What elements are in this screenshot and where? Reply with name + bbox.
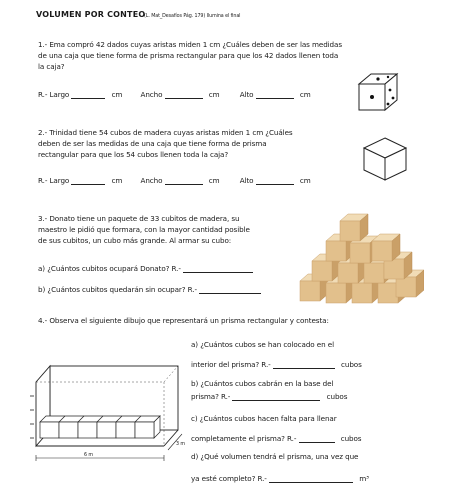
q1-ancho-label: Ancho [140,90,163,99]
q3-part-b-text: b) ¿Cuántos cubitos quedarán sin ocupar? R.- [38,285,197,294]
q1-text-line2: de una caja que tiene forma de prisma rectangular para que los 42 dados llenen toda [38,51,339,60]
die-icon [357,72,399,112]
q4-part-b-blank[interactable] [232,393,320,401]
q4-part-c-unit: cubos [340,434,362,443]
q3-text-line3: de sus cubitos, un cubo más grande. Al armar su cubo: [38,236,232,245]
q2-alto-unit: cm [299,176,311,185]
q4-part-c-line2 [191,434,361,443]
q2-answer-row [38,176,311,185]
q2-largo-blank[interactable] [71,177,105,185]
q4-part-c-line1: c) ¿Cuántos cubos hacen falta para llenar [191,414,337,423]
q1-ancho-blank[interactable] [165,91,203,99]
q4-part-c-question: completamente el prisma? R.- [191,434,297,443]
q3-part-a-blank[interactable] [183,265,253,273]
q2-alto-label: Alto [239,176,254,185]
q1-largo-label: R.- Largo [38,90,70,99]
q3-part-b-blank[interactable] [199,286,261,294]
q2-alto-blank[interactable] [256,177,294,185]
q4-part-a-line2 [191,360,362,369]
q3-part-a-text: a) ¿Cuántos cubitos ocupará Donato? R.- [38,264,181,273]
prism-depth-label: 3 m [176,442,185,447]
q4-part-c-blank[interactable] [299,435,335,443]
q1-answer-row [38,90,311,99]
q2-ancho-blank[interactable] [165,177,203,185]
q4-part-d-unit: m³ [359,474,369,483]
q4-part-b-line1: b) ¿Cuántos cubos cabrán en la base del [191,379,334,388]
q1-largo-unit: cm [111,90,123,99]
q1-text-line1: 1.- Ema compró 42 dados cuyas aristas miden 1 cm ¿Cuáles deben de ser las medidas [38,40,342,49]
q4-part-a-line1: a) ¿Cuántos cubos se han colocado en el [191,340,334,349]
q4-part-a-question: interior del prisma? R.- [191,360,271,369]
q1-alto-label: Alto [239,90,254,99]
q3-part-a [38,264,253,273]
q1-largo-blank[interactable] [71,91,105,99]
q2-largo-label: R.- Largo [38,176,70,185]
q4-part-d-line2 [191,474,369,483]
worksheet-title: VOLUMEN POR CONTEO [36,10,146,19]
q4-part-d-line1: d) ¿Qué volumen tendrá el prisma, una vez que [191,452,359,461]
q1-alto-blank[interactable] [256,91,294,99]
q4-part-b-question: prisma? R.- [191,392,231,401]
q3-text-line1: 3.- Donato tiene un paquete de 33 cubitos de madera, su [38,214,240,223]
q1-text-line3: la caja? [38,62,65,71]
q2-ancho-unit: cm [208,176,220,185]
q1-ancho-unit: cm [208,90,220,99]
q2-text-line2: deben de ser las medidas de una caja que tiene forma de prisma [38,139,267,148]
wooden-cubes-image [298,212,424,306]
q4-part-d-blank[interactable] [269,475,353,483]
q4-part-a-blank[interactable] [273,361,335,369]
q4-part-b-line2 [191,392,347,401]
prism-length-label: 6 m [84,453,93,458]
q2-text-line3: rectangular para que los 54 cubos llenen toda la caja? [38,150,229,159]
cube-outline-icon [362,136,408,182]
q2-text-line1: 2.- Trinidad tiene 54 cubos de madera cuyas aristas miden 1 cm ¿Cuáles [38,128,293,137]
q3-part-b [38,285,261,294]
q4-part-d-question: ya esté completo? R.- [191,474,267,483]
q2-ancho-label: Ancho [140,176,163,185]
q1-alto-unit: cm [299,90,311,99]
q4-text: 4.- Observa el siguiente dibujo que representará un prisma rectangular y contesta: [38,316,329,325]
worksheet-subtitle: (L. Mat_Desafíos Pág. 179) Ilumina el final [144,14,241,19]
q3-text-line2: maestro le pidió que formara, con la mayor cantidad posible [38,225,250,234]
q4-part-b-unit: cubos [326,392,348,401]
q2-largo-unit: cm [111,176,123,185]
q4-part-a-unit: cubos [341,360,362,369]
rectangular-prism-diagram [22,360,192,470]
